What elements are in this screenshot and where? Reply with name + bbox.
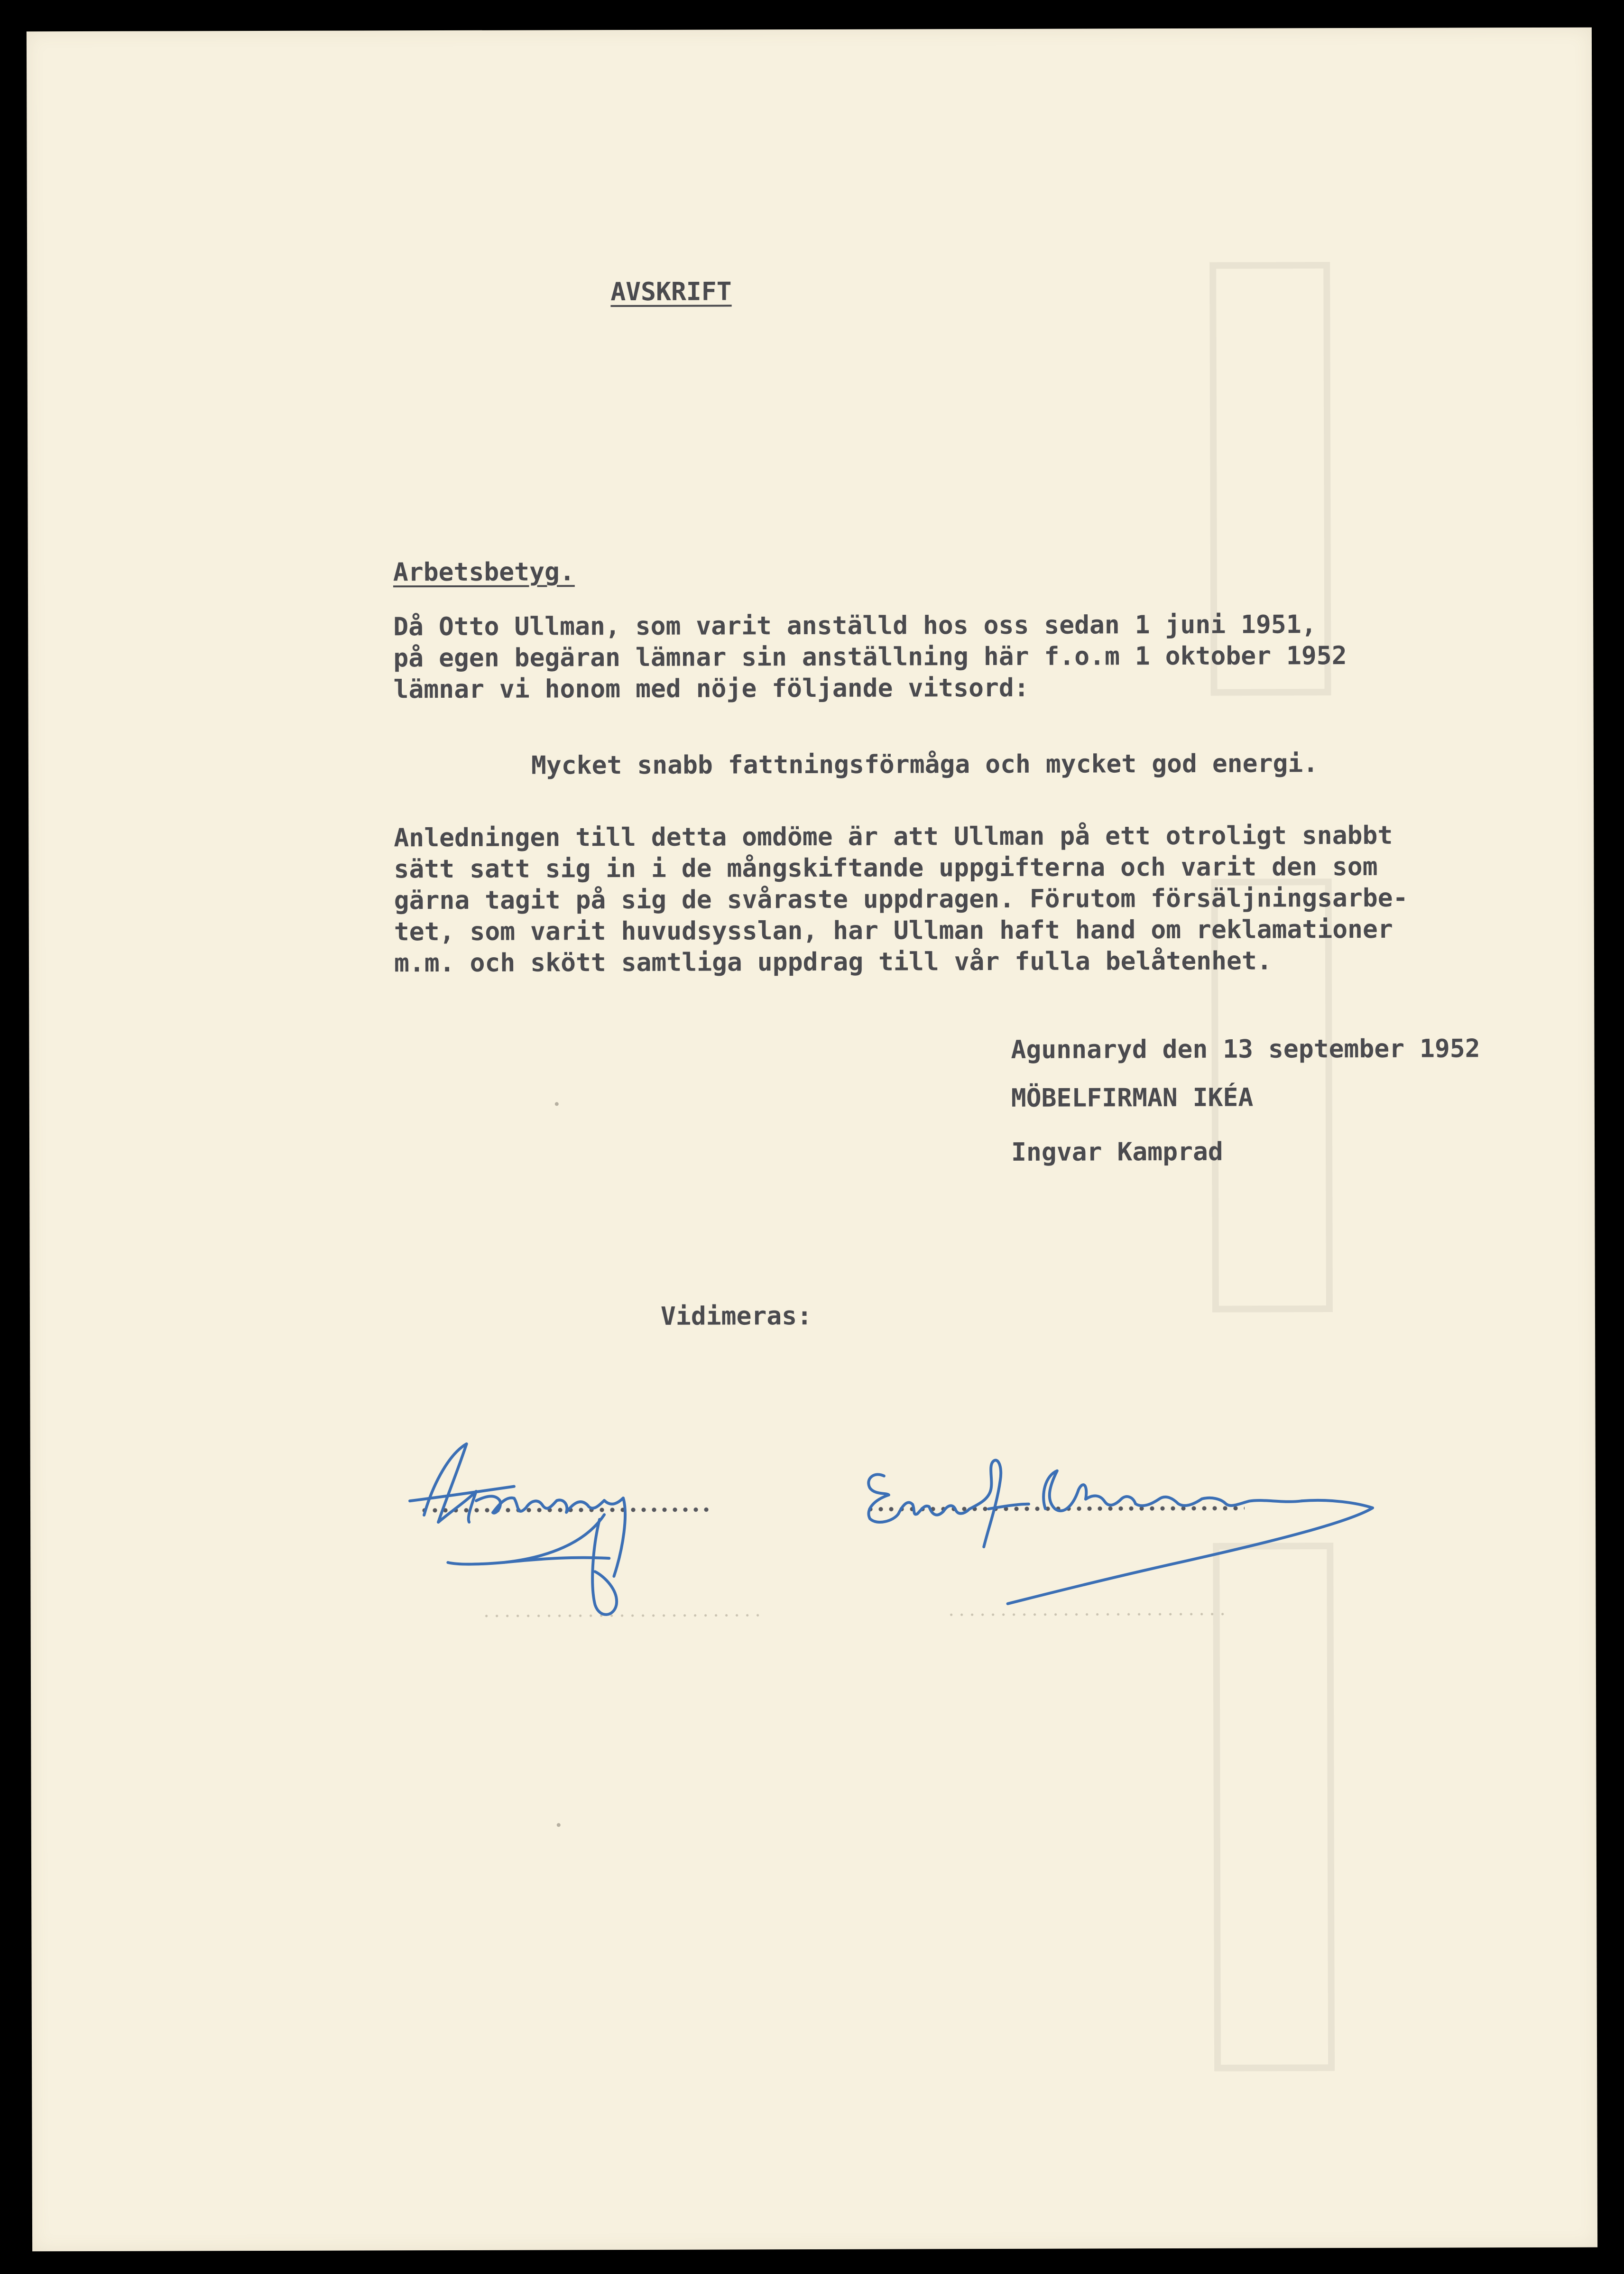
- document-header: AVSKRIFT: [610, 277, 732, 307]
- place-and-date: Agunnaryd den 13 september 1952: [1011, 1034, 1480, 1064]
- text-line: tet, som varit huvudsysslan, har Ullman haft hand om reklamationer: [394, 915, 1393, 947]
- document-subject: Arbetsbetyg.: [393, 557, 575, 587]
- certification-label: Vidimeras:: [660, 1302, 812, 1331]
- signature-line-left: [419, 1507, 713, 1513]
- paper-speck: [555, 1102, 559, 1106]
- document-page: [27, 28, 1597, 2252]
- text-line: Då Otto Ullman, som varit anställd hos oss sedan 1 juni 1951,: [393, 610, 1317, 642]
- signature-line-right: [865, 1506, 1245, 1512]
- text-line: m.m. och skött samtliga uppdrag till vår fulla belåtenhet.: [394, 946, 1272, 978]
- text-line: gärna tagit på sig de svåraste uppdragen. Förutom försäljningsarbe-: [394, 883, 1408, 915]
- text-line: Anledningen till detta omdöme är att Ullman på ett otroligt snabbt: [394, 821, 1393, 853]
- signatory-name: Ingvar Kamprad: [1011, 1137, 1223, 1167]
- witness-line-right: [946, 1613, 1231, 1617]
- witness-line-left: [481, 1614, 766, 1618]
- text-line: på egen begäran lämnar sin anställning här f.o.m 1 oktober 1952: [393, 641, 1347, 673]
- text-line: sätt satt sig in i de mångskiftande uppgifterna och varit den som: [394, 852, 1378, 884]
- signature-left: [405, 1405, 747, 1672]
- signature-right: [846, 1432, 1463, 1623]
- company-name: MÖBELFIRMAN IKÉA: [1011, 1083, 1254, 1113]
- text-line: lämnar vi honom med nöje följande vitsord:: [393, 673, 1029, 704]
- paper-speck: [557, 1823, 561, 1827]
- testimonial-quote: Mycket snabb fattningsförmåga och mycket god energi.: [531, 749, 1319, 780]
